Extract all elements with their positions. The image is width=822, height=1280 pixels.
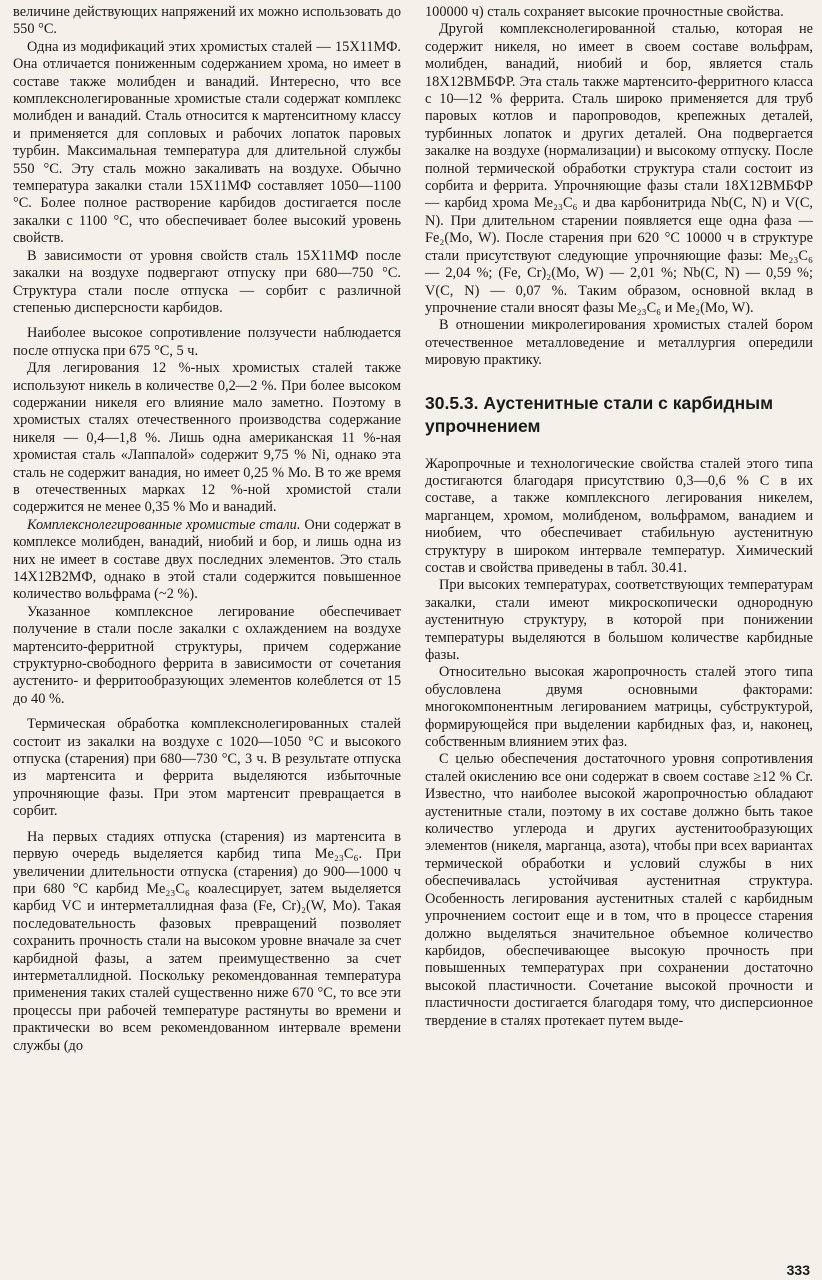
- paragraph: На первых стадиях отпуска (старения) из мартенсита в первую очередь выделяется карбид типа Me₂₃C₆. При увеличении длительности отпуска (старения) до 900—1000 ч при 680 °С карбид Me₂₃C₆ коалесцирует, затем выделяется карбид VC и интерметаллидная фаза (Fe, Cr)₂(W, Mo). Такая последовательность фазовых превращений позволяет сохранить прочность стали на высоком уровне вначале за счет карбидной фазы, а затем преимущественно за счет интерметаллидной. Поскольку рекомендованная температура применения таких сталей существенно ниже 670 °С, то все эти процессы при рабочей температуре растянуты во времени и практически во всем рекомендованном интервале времени службы (до: [13, 828, 401, 1054]
- paragraph: Для легирования 12 %-ных хромистых сталей также используют никель в количестве 0,2—2 %. При более высоком содержании никеля его влияние мало заметно. Поэтому в хромистых сталях отечественного производства содержание никеля — 0,4—1,8 %. Лишь одна американская 11 %-ная хромистая сталь «Лаппалой» содержит 9,75 % Ni, однако эта сталь не содержит ванадия, но имеет 0,25 % Мо. В то же время в отечественных марках 12 %-ной хромистой стали содержится не менее 0,35 % Мо и ванадий.: [13, 360, 401, 516]
- paragraph: Другой комплекснолегированной сталью, которая не содержит никеля, но имеет в своем составе вольфрам, молибден, ванадий, ниобий и бор, является сталь 18Х12ВМБФР. Эта сталь также мартенсито-ферритного класса с 10—12 % феррита. Сталь широко применяется для труб паровых котлов и паропроводов, крепежных деталей, турбинных лопаток и других деталей. Она подвергается закалке на воздухе (нормализации) и высокому отпуску. После полной термической обработки структура стали состоит из сорбита и феррита. Упрочняющие фазы стали 18Х12ВМБФР — карбид хрома Me₂₃C₆ и два карбонитрида Nb(C, N) и V(C, N). При длительном старении появляется еще одна фаза — Fe₂(Mo, W). После старения при 620 °С 10000 ч в структуре стали присутствуют следующие упрочняющие фазы: Me₂₃C₆ — 2,04 %; (Fe, Cr)₂(Mo, W) — 2,01 %; Nb(C, N) — 0,59 %; V(C, N) — 0,07 %. Таким образом, основной вклад в упрочнение стали вносят фазы Me₂₃C₆ и Me₂(Mo, W).: [425, 21, 813, 316]
- run-in-heading: Комплекснолегированные хромистые стали.: [27, 516, 301, 533]
- paragraph: Термическая обработка комплекснолегированных сталей состоит из закалки на воздухе с 1020—1050 °С и высокого отпуска (старения) при 680—730 °С, 3 ч. В результате отпуска из мартенсита и феррита выделяются избыточные упрочняющие фазы. При этом мартенсит превращается в сорбит.: [13, 716, 401, 820]
- paragraph: [13, 517, 401, 604]
- paragraph: Жаропрочные и технологические свойства сталей этого типа достигаются благодаря присутствию 0,3—0,6 % С в их составе, а также комплексного легирования никелем, марганцем, хромом, молибденом, вольфрамом, ванадием и ниобием, что обеспечивает стабильную аустенитную структуру в широком интервале температур. Химический состав и свойства приведены в табл. 30.41.: [425, 455, 813, 576]
- paragraph: В зависимости от уровня свойств сталь 15Х11МФ после закалки на воздухе подвергают отпуску при 680—750 °С. Структура стали после отпуска — сорбит с различной степенью дисперсности карбидов.: [13, 247, 401, 316]
- paragraph: При высоких температурах, соответствующих температурам закалки, стали имеют микроскопически однородную аустенитную структуру, в которой при понижении температуры выделяются в большом количестве карбидные фазы.: [425, 577, 813, 663]
- paragraph-text: Они содержат в комплексе молибден, ванадий, ниобий и бор, и лишь одна из них не имеет в составе двух последних элементов. Это сталь 14Х12В2МФ, однако в этой стали содержится повышенное количество вольфрама (~2 %).: [13, 516, 401, 603]
- left-column: [13, 4, 401, 1055]
- paragraph: В отношении микролегирования хромистых сталей бором отечественное металловедение и металлургия опередили мировую практику.: [425, 317, 813, 369]
- paragraph: Указанное комплексное легирование обеспечивает получение в стали после закалки с охлаждением на воздухе мартенсито-ферритной структуры, причем содержание структурно-свободного феррита в зависимости от сочетания аустенито- и ферритообразующих элементов колеблется от 15 до 40 %.: [13, 603, 401, 707]
- page-number: 333: [786, 1262, 810, 1278]
- paragraph: С целью обеспечения достаточного уровня сопротивления сталей окислению все они содержат в своем составе ≥12 % Cr. Известно, что наиболее высокой жаропрочностью обладают аустенитные стали, поэтому в их составе должно быть такое количество углерода и других аустенитообразующих элементов (никеля, марганца, азота), чтобы при всех вариантах термической обработки и условий службы в них обеспечивалась устойчивая аустенитная структура. Особенность легирования аустенитных сталей с карбидным упрочнением состоит еще и в том, что в процессе старения должно выделяться значительное объемное количество карбидов, обеспечивающее высокую прочность при повышенных температурах при сохранении достаточно высокой пластичности. Сочетание высокой прочности и пластичности достигается благодаря тому, что дисперсионное твердение в сталях протекает путем выде-: [425, 751, 813, 1029]
- paragraph: Относительно высокая жаропрочность сталей этого типа обусловлена двумя основными факторами: многокомпонентным легированием матрицы, субструктурой, формирующейся при выделении карбидных фаз, и, наконец, собственным влиянием этих фаз.: [425, 664, 813, 751]
- right-column: [425, 4, 813, 1030]
- paragraph: Одна из модификаций этих хромистых сталей — 15Х11МФ. Она отличается пониженным содержанием хрома, но имеет в составе также молибден и ванадий. Интересно, что все комплекснолегированные хромистые стали содержат комплекс молибден и ванадий. Сталь относится к мартенситному классу и применяется для сопловых и рабочих лопаток паровых турбин. Максимальная температура для длительной службы 550 °С. Эту сталь можно закаливать на воздухе. Обычно температура закалки стали 15Х11МФ составляет 1050—1100 °С. Более полное растворение карбидов достигается после закалки с 1100 °С, что обеспечивает более высокий уровень свойств.: [13, 38, 401, 247]
- paragraph: Наиболее высокое сопротивление ползучести наблюдается после отпуска при 675 °С, 5 ч.: [13, 325, 401, 359]
- section-heading: 30.5.3. Аустенитные стали с карбидным упрочнением: [425, 392, 774, 436]
- paragraph: 100000 ч) сталь сохраняет высокие прочностные свойства.: [425, 4, 784, 20]
- paragraph: величине действующих напряжений их можно использовать до 550 °С.: [13, 4, 401, 38]
